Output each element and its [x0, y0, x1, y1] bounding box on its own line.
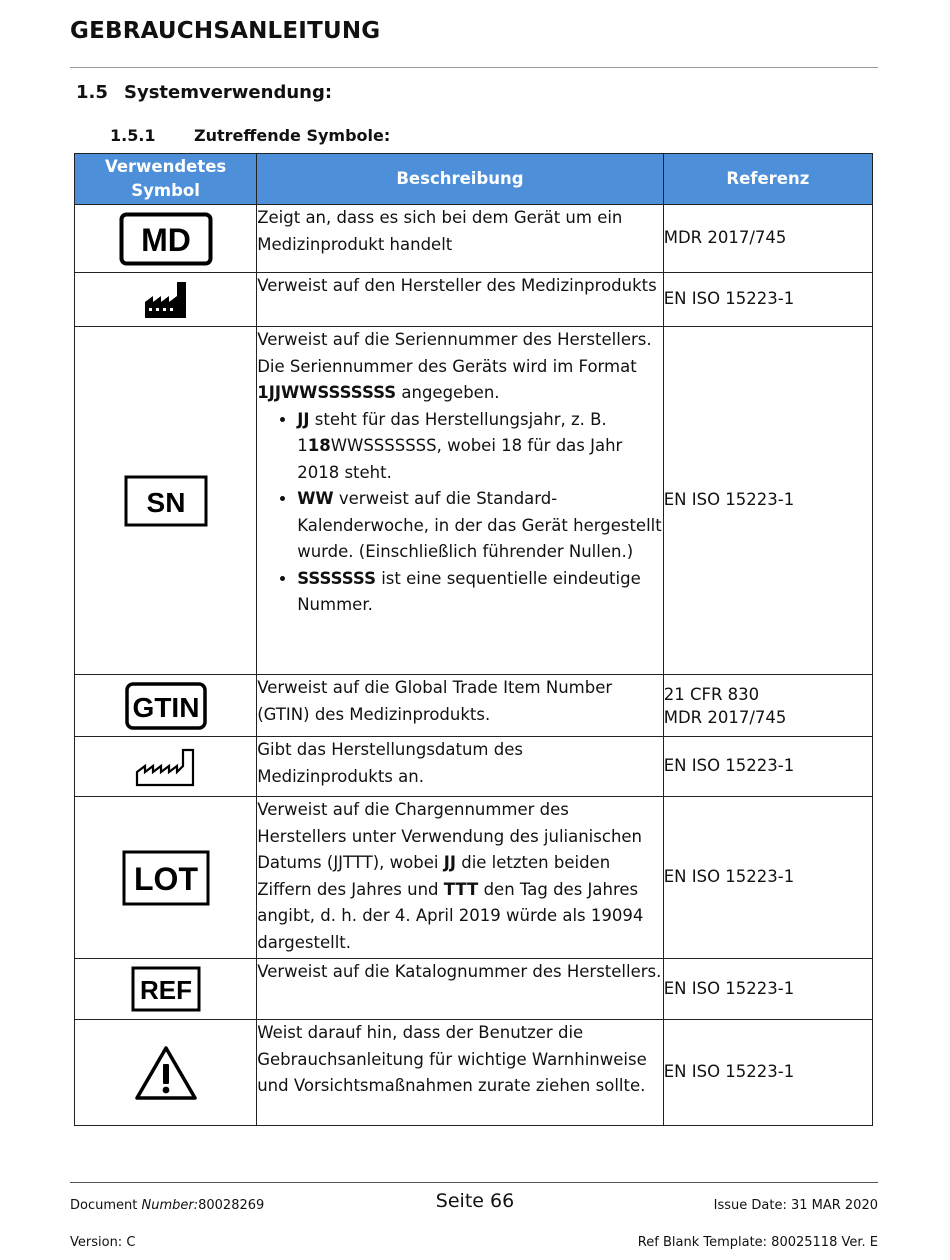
table-row — [75, 205, 873, 273]
sn-symbol-icon — [75, 327, 257, 675]
svg-text:REF: REF — [139, 975, 192, 1005]
svg-text:MD: MD — [140, 221, 191, 258]
reference-cell: MDR 2017/745 — [663, 205, 872, 273]
svg-text:GTIN: GTIN — [132, 691, 200, 723]
issue-date: Issue Date: 31 MAR 2020 — [713, 1198, 878, 1213]
warning-triangle-icon — [75, 1020, 257, 1126]
list-item: • SSSSSSS ist eine sequentielle eindeutige Nummer. — [297, 566, 663, 619]
page-number: Seite 66 — [435, 1190, 515, 1212]
gtin-symbol-icon — [75, 675, 257, 737]
list-item: • JJ steht für das Herstellungsjahr, z. B. 118WWSSSSSSS, wobei 18 für das Jahr 2018 steht. — [297, 407, 663, 487]
reference-cell: 21 CFR 830 MDR 2017/745 — [663, 675, 872, 737]
header-divider — [70, 67, 878, 68]
description-cell: Verweist auf die Seriennummer des Herstellers. Die Seriennummer des Geräts wird im Format 1JJWWSSSSSSS angegeben. • JJ steht für das Herstellungsjahr, z. B. 118WWSSSSSSS, wobei 18 für das Jahr 2018 steht. • WW verweist auf die Standard-Kalenderwoche, in der das Gerät hergestellt wurde. (Einschließlich führender Nullen.) • SSSSSSS ist eine sequentielle eindeutige Nummer. — [257, 327, 664, 675]
description-cell: Verweist auf die Chargennummer des Herstellers unter Verwendung des julianischen Datums (JJTTT), wobei JJ die letzten beiden Ziffern des Jahres und TTT den Tag des Jahres angibt, d. h. der 4. April 2019 würde als 19094 dargestellt. — [257, 797, 664, 959]
description-cell: Zeigt an, dass es sich bei dem Gerät um ein Medizinprodukt handelt — [257, 205, 664, 273]
table-row — [75, 1020, 873, 1126]
table-row — [75, 797, 873, 959]
description-cell: Gibt das Herstellungsdatum des Medizinprodukts an. — [257, 737, 664, 797]
list-item: • WW verweist auf die Standard-Kalenderwoche, in der das Gerät hergestellt wurde. (Einschließlich führender Nullen.) — [297, 486, 663, 566]
table-row — [75, 959, 873, 1020]
description-cell: Weist darauf hin, dass der Benutzer die Gebrauchsanleitung für wichtige Warnhinweise und Vorsichtsmaßnahmen zurate ziehen sollte. — [257, 1020, 664, 1126]
reference-cell: EN ISO 15223-1 — [663, 273, 872, 327]
subsection-heading — [110, 126, 390, 145]
header-reference: Referenz — [663, 154, 872, 205]
reference-cell: EN ISO 15223-1 — [663, 959, 872, 1020]
section-heading — [76, 82, 332, 103]
subsection-number: 1.5.1 — [110, 126, 156, 145]
footer-divider — [70, 1182, 878, 1183]
reference-cell: EN ISO 15223-1 — [663, 797, 872, 959]
lot-symbol-icon — [75, 797, 257, 959]
table-header-row — [75, 154, 873, 205]
ref-symbol-icon — [75, 959, 257, 1020]
description-cell: Verweist auf den Hersteller des Medizinprodukts — [257, 273, 664, 327]
serial-format-list — [257, 407, 663, 619]
description-cell: Verweist auf die Katalognummer des Herstellers. — [257, 959, 664, 1020]
reference-cell: EN ISO 15223-1 — [663, 737, 872, 797]
date-of-manufacture-icon — [75, 737, 257, 797]
description-cell: Verweist auf die Global Trade Item Number (GTIN) des Medizinprodukts. — [257, 675, 664, 737]
svg-text:SN: SN — [146, 486, 186, 518]
table-row — [75, 675, 873, 737]
md-symbol-icon — [75, 205, 257, 273]
document-number: Document Number:80028269 — [70, 1198, 265, 1213]
template-reference: Ref Blank Template: 80025118 Ver. E — [637, 1235, 878, 1250]
reference-cell: EN ISO 15223-1 — [663, 1020, 872, 1126]
table-row — [75, 273, 873, 327]
document-title: GEBRAUCHSANLEITUNG — [70, 18, 381, 44]
section-title: Systemverwendung: — [124, 82, 333, 103]
svg-text:LOT: LOT — [133, 860, 198, 897]
reference-cell: EN ISO 15223-1 — [663, 327, 872, 675]
document-version: Version: C — [70, 1235, 136, 1250]
symbols-table — [74, 153, 873, 1126]
subsection-title: Zutreffende Symbole: — [194, 126, 391, 145]
table-row — [75, 327, 873, 675]
section-number: 1.5 — [76, 82, 108, 103]
manufacturer-factory-icon — [75, 273, 257, 327]
header-description: Beschreibung — [257, 154, 664, 205]
table-row — [75, 737, 873, 797]
serial-format-code: 1JJWWSSSSSSS — [257, 383, 397, 402]
header-symbol: Verwendetes Symbol — [75, 154, 257, 205]
